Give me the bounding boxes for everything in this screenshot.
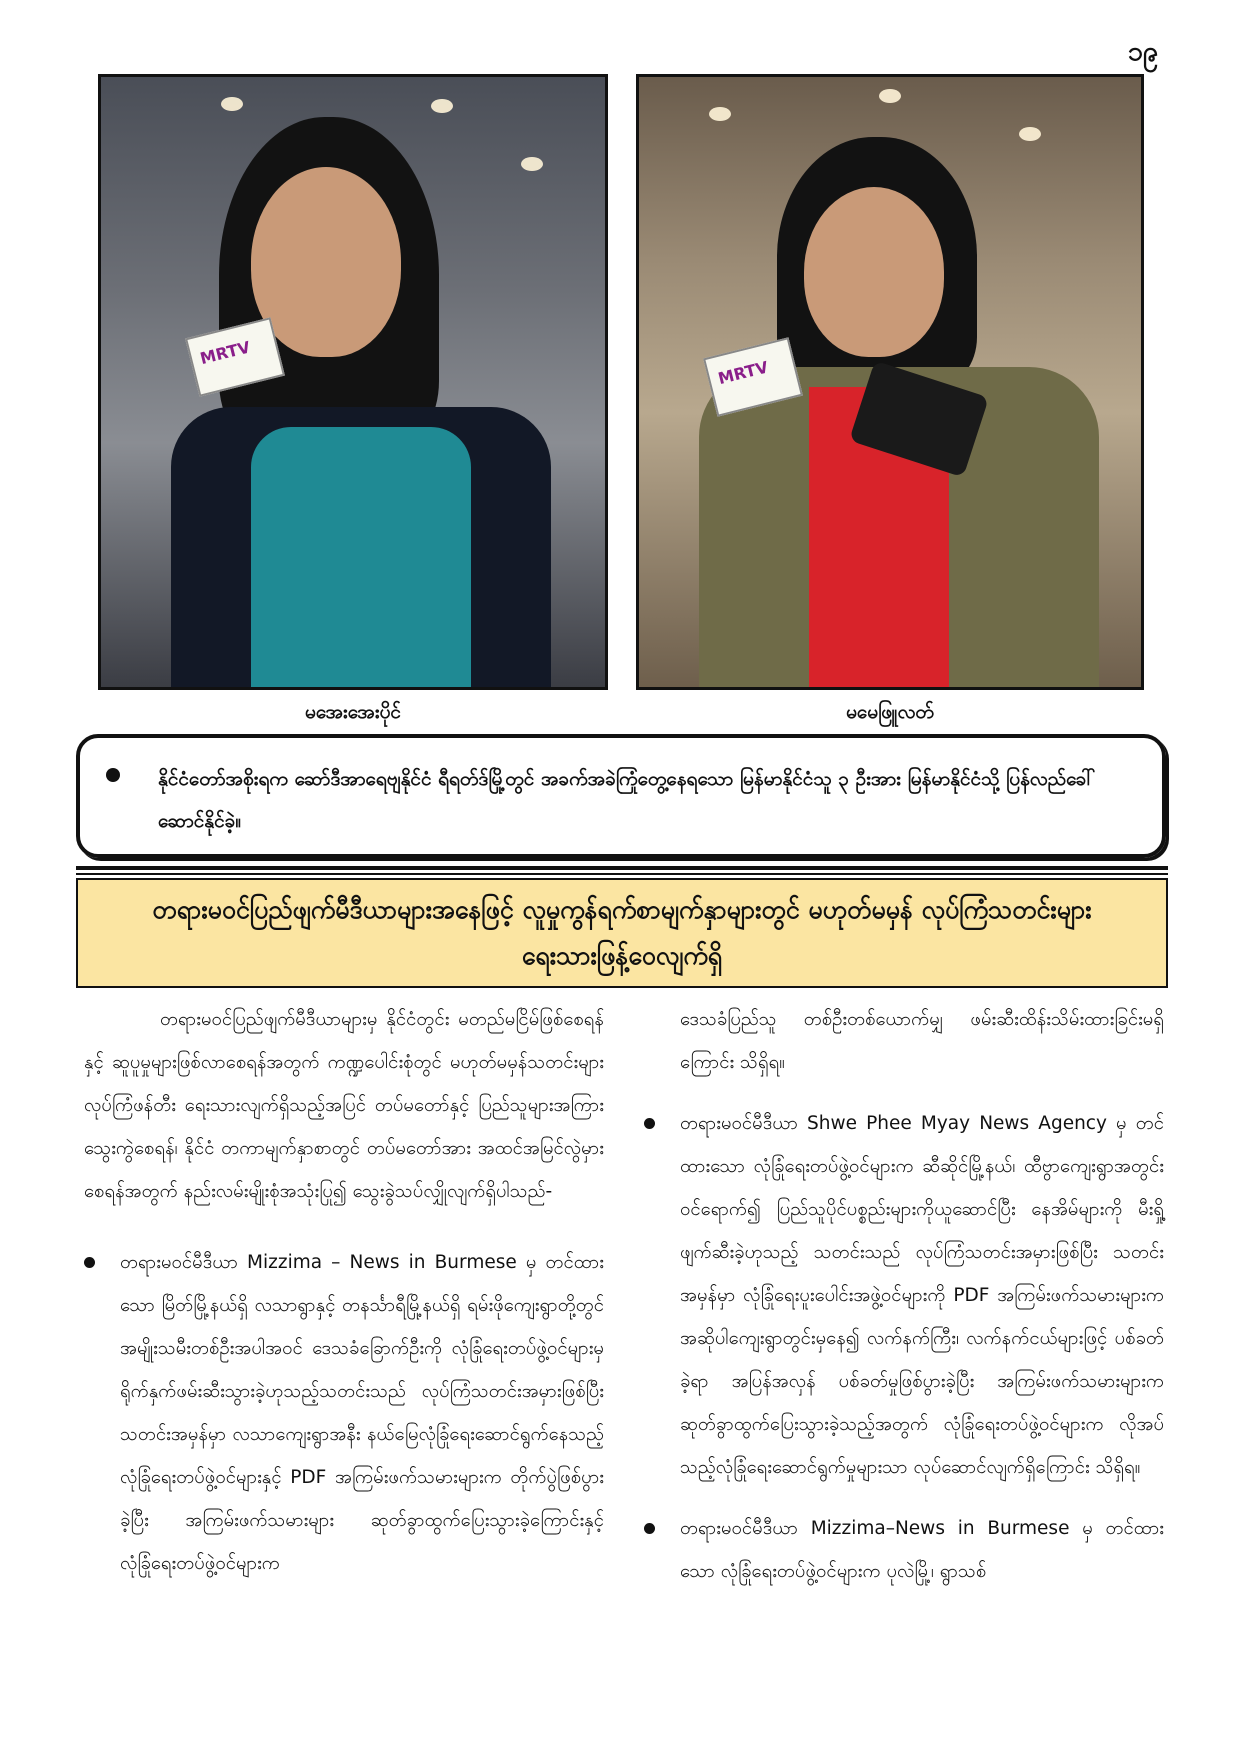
bullet-text-3: တရားမဝင်မီဒီယာ Mizzima–News in Burmese မှ တင်ထားသော လုံခြုံရေးတပ်ဖွဲ့ဝင်များက ပုလဲမြို့၊ ရွာသစ် (680, 1518, 1164, 1582)
bullet-item-3 (644, 1507, 1164, 1593)
bullet-item-2 (644, 1102, 1164, 1489)
article-column-right (644, 998, 1164, 1593)
headline: တရားမဝင်ပြည်ဖျက်မီဒီယာများအနေဖြင့် လူမှုကွန်ရက်စာမျက်နှာများတွင် မဟုတ်မမှန် လုပ်ကြံသတင်းများ ရေးသားဖြန့်ဝေလျက်ရှိ (152, 895, 1092, 970)
bullet-icon (106, 768, 120, 782)
bullet-icon (84, 1257, 95, 1268)
bullet-text-1: တရားမဝင်မီဒီယာ Mizzima – News in Burmese မှ တင်ထားသော မြိတ်မြို့နယ်ရှိ လသာရွာနှင့် တနင်္သာရီမြို့နယ်ရှိ ရမ်းဖိုကျေးရွာတို့တွင် အမျိုးသမီးတစ်ဦးအပါအဝင် ဒေသခံခြောက်ဦးကို လုံခြုံရေးတပ်ဖွဲ့ဝင်များမှ ရိုက်နှက်ဖမ်းဆီးသွားခဲ့ဟုသည့်သတင်းသည် လုပ်ကြံသတင်းအမှားဖြစ်ပြီး သတင်းအမှန်မှာ လသာကျေးရွာအနီး နယ်မြေလုံခြုံရေးဆောင်ရွက်နေသည့် လုံခြုံရေးတပ်ဖွဲ့ဝင်များနှင့် PDF အကြမ်းဖက်သမားများက တိုက်ပွဲဖြစ်ပွားခဲ့ပြီး အကြမ်းဖက်သမားများ ဆုတ်ခွာထွက်ပြေးသွားခဲ့ကြောင်းနှင့် လုံခြုံရေးတပ်ဖွဲ့ဝင်များက (120, 1252, 604, 1574)
continued-paragraph: ဒေသခံပြည်သူ တစ်ဦးတစ်ယောက်မျှ ဖမ်းဆီးထိန်းသိမ်းထားခြင်းမရှိကြောင်း သိရှိရ။ (680, 1009, 1164, 1073)
divider-rule-thin (76, 873, 1168, 875)
summary-text: နိုင်ငံတော်အစိုးရက ဆော်ဒီအာရေဗျနိုင်ငံ ရီရတ်ဒ်မြို့တွင် အခက်အခဲကြုံတွေ့နေရသော မြန်မာနိုင်ငံသူ ၃ ဦးအား မြန်မာနိုင်ငံသို့ ပြန်လည်ခေါ်ဆောင်နိုင်ခဲ့။ (158, 768, 1095, 832)
photo-caption-left: မအေးအေးပိုင် (305, 701, 401, 723)
bullet-icon (644, 1523, 655, 1534)
bullet-item-1 (84, 1241, 604, 1585)
photo-caption-right: မမေဖြူလတ် (846, 701, 934, 723)
summary-box (76, 734, 1166, 858)
headline-box (76, 878, 1168, 988)
bullet-icon (644, 1118, 655, 1129)
page-number: ၁၉ (1127, 36, 1158, 67)
intro-paragraph: တရားမဝင်ပြည်ဖျက်မီဒီယာများမှ နိုင်ငံတွင်း မတည်မငြိမ်ဖြစ်စေရန်နှင့် ဆူပူမှုများဖြစ်လာစေရန်အတွက် ကဏ္ဍပေါင်းစုံတွင် မဟုတ်မမှန်သတင်းများ လုပ်ကြံဖန်တီး ရေးသားလျက်ရှိသည့်အပြင် တပ်မတော်နှင့် ပြည်သူများအကြား သွေးကွဲစေရန်၊ နိုင်ငံ တကာမျက်နှာစာတွင် တပ်မတော်အား အထင်အမြင်လွဲမှားစေရန်အတွက် နည်းလမ်းမျိုးစုံအသုံးပြု၍ သွေးခွဲသပ်လျှိုလျက်ရှိပါသည်- (84, 1009, 604, 1202)
article-column-left (84, 998, 604, 1585)
divider-rule (76, 866, 1168, 870)
interview-photo-left (98, 74, 608, 690)
mrtv-mic-right: MRTV (703, 337, 803, 417)
interview-photo-right (636, 74, 1144, 690)
mrtv-mic-left: MRTV (185, 317, 285, 397)
bullet-text-2: တရားမဝင်မီဒီယာ Shwe Phee Myay News Agency မှ တင်ထားသော လုံခြုံရေးတပ်ဖွဲ့ဝင်များက ဆီဆိုင်မြို့နယ်၊ ထီဗွာကျေးရွာအတွင်းဝင်ရောက်၍ ပြည်သူပိုင်ပစ္စည်းများကိုယူဆောင်ပြီး နေအိမ်များကို မီးရှို့ဖျက်ဆီးခဲ့ဟုသည့် သတင်းသည် လုပ်ကြံသတင်းအမှားဖြစ်ပြီး သတင်းအမှန်မှာ လုံခြုံရေးပူးပေါင်းအဖွဲ့ဝင်များကို PDF အကြမ်းဖက်သမားများက အဆိုပါကျေးရွာတွင်းမှနေ၍ လက်နက်ကြီး၊ လက်နက်ငယ်များဖြင့် ပစ်ခတ်ခဲ့ရာ အပြန်အလှန် ပစ်ခတ်မှုဖြစ်ပွားခဲ့ပြီး အကြမ်းဖက်သမားများက ဆုတ်ခွာထွက်ပြေးသွားခဲ့သည့်အတွက် လုံခြုံရေးတပ်ဖွဲ့ဝင်များက လိုအပ်သည့်လုံခြုံရေးဆောင်ရွက်မှုများသာ လုပ်ဆောင်လျက်ရှိကြောင်း သိရှိရ။ (680, 1113, 1164, 1478)
